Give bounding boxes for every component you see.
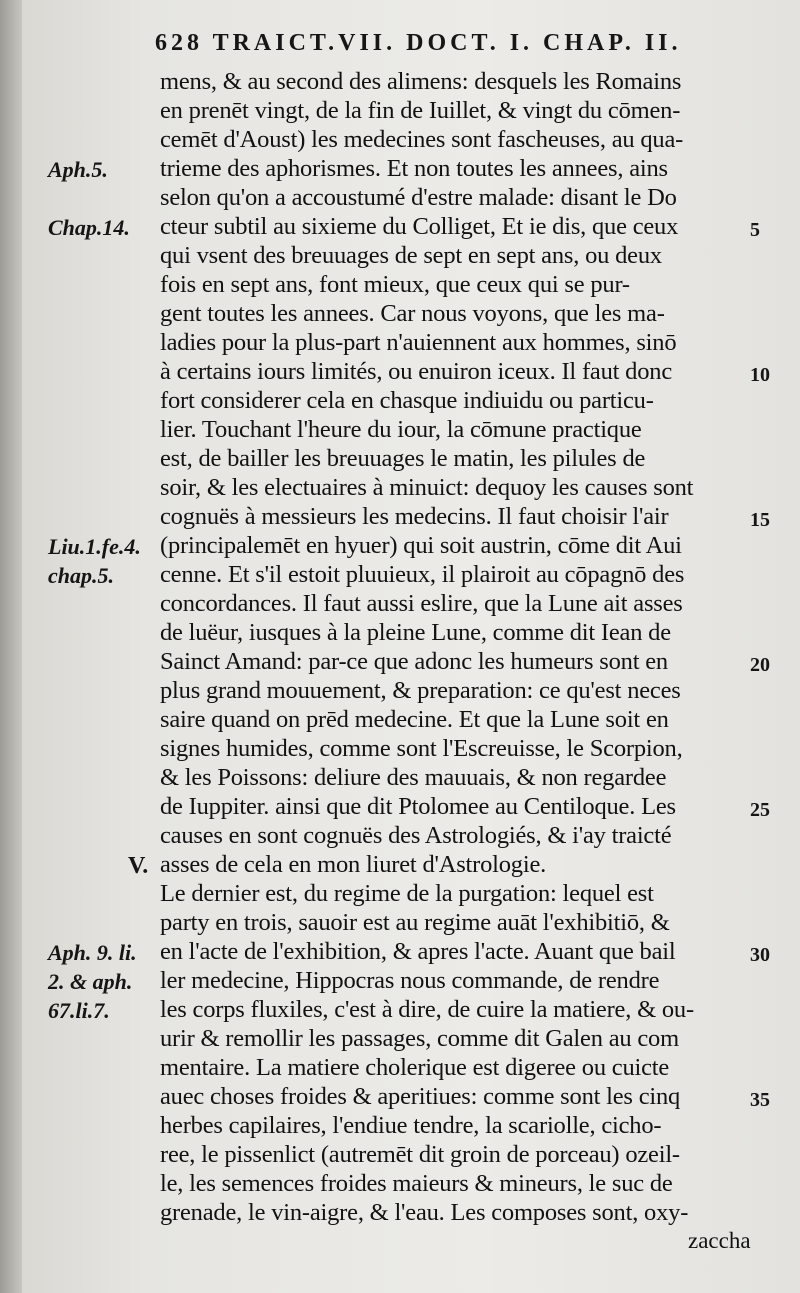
text-line: les corps fluxiles, c'est à dire, de cuire la matiere, & ou- bbox=[160, 996, 694, 1023]
text-line: soir, & les electuaires à minuict: dequoy les causes sont bbox=[160, 474, 694, 501]
text-line: trieme des aphorismes. Et non toutes les annees, ains bbox=[160, 155, 668, 182]
line-number: 20 bbox=[750, 654, 770, 676]
text-line: ree, le pissenlict (autremēt dit groin de porceau) ozeil- bbox=[160, 1141, 680, 1168]
line-number: 10 bbox=[750, 364, 770, 386]
text-line: & les Poissons: deliure des mauuais, & non regardee bbox=[160, 764, 667, 791]
text-line: grenade, le vin-aigre, & l'eau. Les composes sont, oxy- bbox=[160, 1199, 689, 1226]
line-number: 5 bbox=[750, 219, 760, 241]
text-line: herbes capilaires, l'endiue tendre, la scariolle, cicho- bbox=[160, 1112, 662, 1139]
margin-note: 67.li.7. bbox=[48, 998, 110, 1023]
text-line: fois en sept ans, font mieux, que ceux qui se pur- bbox=[160, 271, 630, 298]
text-line: gent toutes les annees. Car nous voyons, que les ma- bbox=[160, 300, 665, 327]
text-line: de Iuppiter. ainsi que dit Ptolomee au Centiloque. Les bbox=[160, 793, 676, 820]
catchword: zaccha bbox=[688, 1228, 751, 1253]
line-number: 25 bbox=[750, 799, 770, 821]
text-line: de luëur, iusques à la pleine Lune, comme dit Iean de bbox=[160, 619, 671, 646]
text-line: cemēt d'Aoust) les medecines sont fascheuses, au qua- bbox=[160, 126, 684, 153]
text-line: cteur subtil au sixieme du Colliget, Et ie dis, que ceux bbox=[160, 213, 679, 240]
text-line: lier. Touchant l'heure du iour, la cōmune practique bbox=[160, 416, 642, 443]
text-line: fort considerer cela en chasque indiuidu ou particu- bbox=[160, 387, 654, 414]
text-line: party en trois, sauoir est au regime auāt l'exhibitiō, & bbox=[160, 909, 670, 936]
text-line: saire quand on prēd medecine. Et que la Lune soit en bbox=[160, 706, 669, 733]
text-line: causes en sont cognuës des Astrologiés, & i'ay traicté bbox=[160, 822, 672, 849]
running-head: 628 TRAICT.VII. DOCT. I. CHAP. II. bbox=[155, 30, 682, 56]
margin-note: Aph.5. bbox=[48, 157, 108, 182]
text-line: mentaire. La matiere cholerique est digeree ou cuicte bbox=[160, 1054, 670, 1081]
text-line: en prenēt vingt, de la fin de Iuillet, & vingt du cōmen- bbox=[160, 97, 681, 124]
text-line: asses de cela en mon liuret d'Astrologie. bbox=[160, 851, 547, 878]
text-line: auec choses froides & aperitiues: comme sont les cinq bbox=[160, 1083, 681, 1110]
text-line: selon qu'on a accoustumé d'estre malade: disant le Do bbox=[160, 184, 677, 211]
text-line: mens, & au second des alimens: desquels les Romains bbox=[160, 68, 682, 95]
margin-note: Liu.1.fe.4. bbox=[48, 534, 141, 559]
line-number: 35 bbox=[750, 1089, 770, 1111]
text-line: qui vsent des breuuages de sept en sept ans, ou deux bbox=[160, 242, 662, 269]
margin-note: Aph. 9. li. bbox=[48, 940, 137, 965]
margin-note: chap.5. bbox=[48, 563, 114, 588]
text-line: à certains iours limités, ou enuiron iceux. Il faut donc bbox=[160, 358, 672, 385]
text-line: ladies pour la plus-part n'auiennent aux hommes, sinō bbox=[160, 329, 677, 356]
line-number: 15 bbox=[750, 509, 770, 531]
text-line: signes humides, comme sont l'Escreuisse, le Scorpion, bbox=[160, 735, 683, 762]
margin-note: Chap.14. bbox=[48, 215, 130, 240]
text-line: est, de bailler les breuuages le matin, les pilules de bbox=[160, 445, 646, 472]
margin-note: 2. & aph. bbox=[48, 969, 133, 994]
text-line: cognuës à messieurs les medecins. Il faut choisir l'air bbox=[160, 503, 669, 530]
binding-gutter bbox=[0, 0, 22, 1293]
text-line: urir & remollir les passages, comme dit Galen au com bbox=[160, 1025, 679, 1052]
line-number: 30 bbox=[750, 944, 770, 966]
text-line: (principalemēt en hyuer) qui soit austrin, cōme dit Aui bbox=[160, 532, 682, 559]
text-line: Sainct Amand: par-ce que adonc les humeurs sont en bbox=[160, 648, 668, 675]
text-line: cenne. Et s'il estoit pluuieux, il plairoit au cōpagnō des bbox=[160, 561, 685, 588]
margin-note: V. bbox=[128, 853, 149, 879]
text-line: concordances. Il faut aussi eslire, que la Lune ait asses bbox=[160, 590, 683, 617]
text-line: ler medecine, Hippocras nous commande, de rendre bbox=[160, 967, 660, 994]
text-line: plus grand mouuement, & preparation: ce qu'est neces bbox=[160, 677, 681, 704]
text-line: Le dernier est, du regime de la purgation: lequel est bbox=[160, 880, 654, 907]
text-line: en l'acte de l'exhibition, & apres l'acte. Auant que bail bbox=[160, 938, 676, 965]
text-line: le, les semences froides maieurs & mineurs, le suc de bbox=[160, 1170, 673, 1197]
